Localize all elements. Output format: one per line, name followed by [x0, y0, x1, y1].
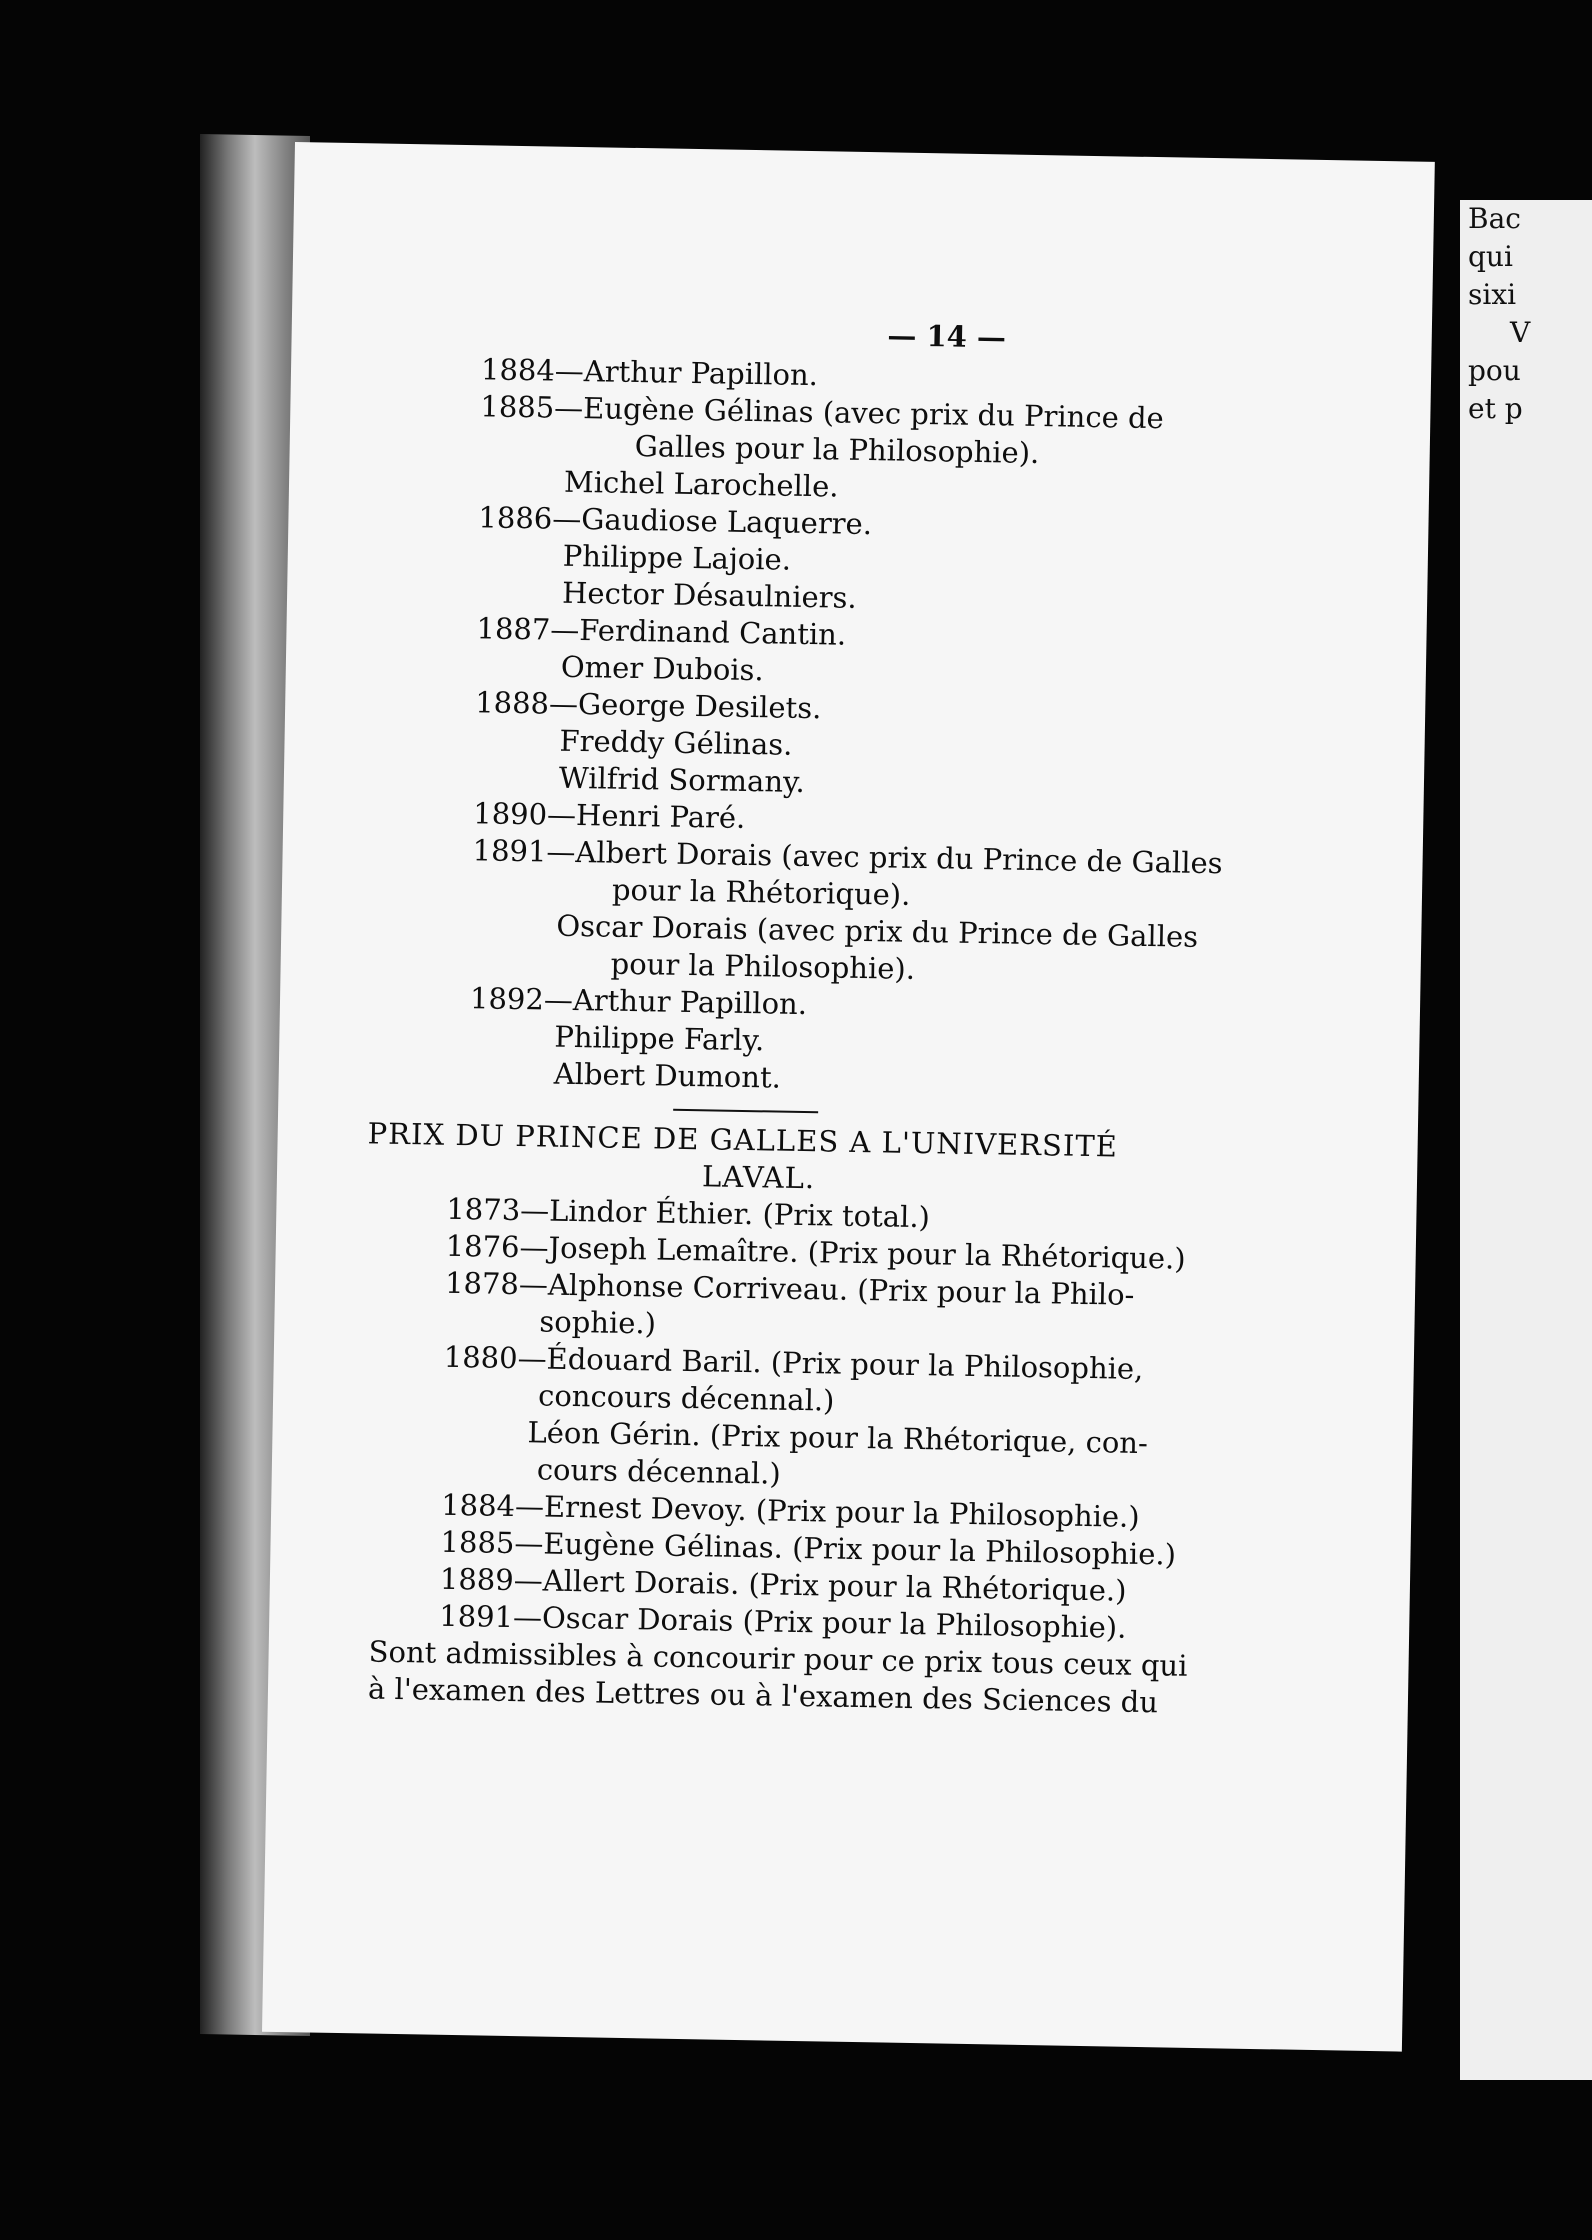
facing-line-2: qui [1468, 240, 1513, 273]
list-entry: Michel Larochelle. [563, 464, 839, 504]
list-entry: 1887—Ferdinand Cantin. [476, 611, 847, 652]
prize-entry: 1884—Ernest Devoy. (Prix pour la Philosophie.) [440, 1487, 1140, 1534]
list-entry: 1890—Henri Paré. [473, 796, 746, 835]
prize-entry: 1889—Allert Dorais. (Prix pour la Rhétorique.) [439, 1561, 1127, 1608]
list-entry: 1892—Arthur Papillon. [469, 981, 808, 1022]
facing-line-3: sixi [1468, 278, 1517, 311]
list-entry: 1891—Albert Dorais (avec prix du Prince de Galles [472, 833, 1223, 881]
paragraph-line: à l'examen des Lettres ou à l'examen des Sciences du [367, 1671, 1159, 1720]
book-page [262, 142, 1435, 2052]
prize-entry: 1891—Oscar Dorais (Prix pour la Philosophie). [439, 1598, 1127, 1645]
list-entry: Oscar Dorais (avec prix du Prince de Galles [556, 908, 1199, 954]
list-entry: Freddy Gélinas. [559, 723, 793, 762]
prize-entry: sophie.) [539, 1304, 657, 1341]
list-entry: pour la Philosophie). [610, 946, 916, 986]
prize-entry: cours décennal.) [536, 1452, 782, 1491]
prize-entry: 1880—Édouard Baril. (Prix pour la Philosophie, [443, 1339, 1144, 1386]
facing-line-1: Bac [1468, 202, 1521, 235]
list-entry: Hector Désaulniers. [561, 575, 857, 615]
section-heading-continued: LAVAL. [701, 1159, 816, 1196]
paragraph-line: Sont admissibles à concourir pour ce prix tous ceux qui [368, 1634, 1188, 1683]
laureate-list [468, 351, 1351, 1106]
list-entry: 1888—George Desilets. [474, 685, 822, 726]
page-number: — 14 — [887, 318, 1007, 355]
prize-entry: Léon Gérin. (Prix pour la Rhétorique, con- [527, 1415, 1149, 1461]
list-entry: Galles pour la Philosophie). [634, 428, 1040, 471]
page-content [367, 310, 1352, 1724]
list-entry: pour la Rhétorique). [611, 872, 911, 912]
section-heading: PRIX DU PRINCE DE GALLES A L'UNIVERSITÉ [367, 1116, 1119, 1164]
prize-list [439, 1191, 1337, 1650]
list-entry: Albert Dumont. [553, 1056, 782, 1095]
facing-line-6: et p [1468, 392, 1523, 425]
prize-entry: 1873—Lindor Éthier. (Prix total.) [446, 1191, 931, 1235]
list-entry: Philippe Lajoie. [562, 538, 792, 577]
list-entry: 1884—Arthur Papillon. [480, 352, 819, 393]
facing-page [1460, 200, 1592, 2080]
list-entry: Omer Dubois. [560, 649, 765, 688]
list-entry: Philippe Farly. [554, 1019, 765, 1058]
facing-line-5: pou [1468, 354, 1521, 387]
list-entry: 1886—Gaudiose Laquerre. [478, 500, 873, 542]
list-entry: Wilfrid Sormany. [558, 760, 806, 799]
admission-paragraph [368, 1634, 1329, 1725]
facing-line-4: V [1510, 316, 1531, 349]
prize-entry: concours décennal.) [537, 1378, 835, 1418]
section-divider [673, 1109, 818, 1114]
prize-entry: 1885—Eugène Gélinas. (Prix pour la Philosophie.) [440, 1524, 1177, 1572]
prize-entry: 1876—Joseph Lemaître. (Prix pour la Rhétorique.) [445, 1228, 1186, 1276]
list-entry: 1885—Eugène Gélinas (avec prix du Prince de [480, 389, 1165, 436]
prize-entry: 1878—Alphonse Corriveau. (Prix pour la Philo- [444, 1265, 1135, 1312]
